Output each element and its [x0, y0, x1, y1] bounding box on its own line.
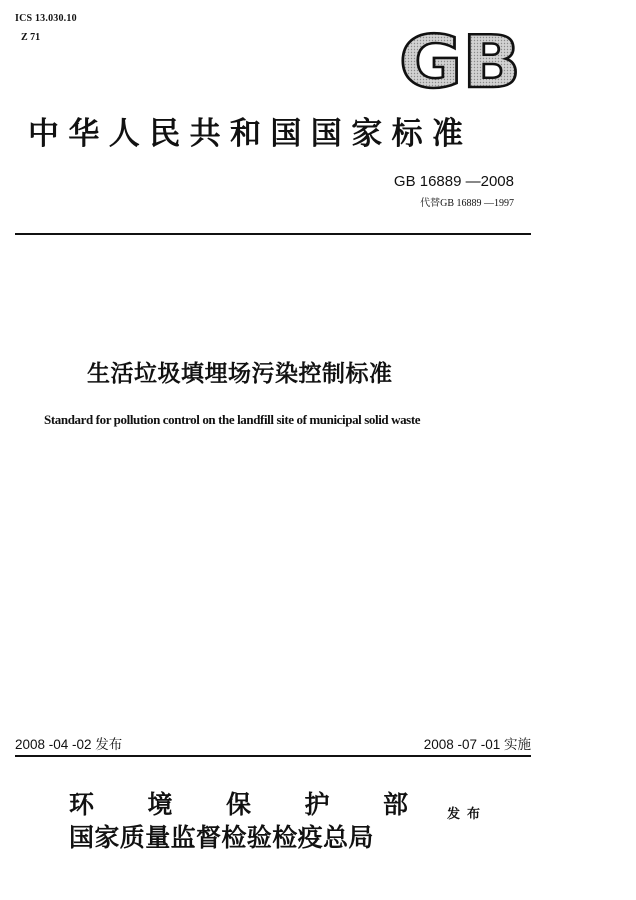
title-chinese: 生活垃圾填埋场污染控制标准 — [87, 361, 393, 387]
standard-type-name: 中华人民共和国国家标准 — [28, 116, 473, 152]
publish-label: 发布 — [447, 807, 488, 822]
gb-logo — [398, 30, 523, 92]
standard-code: GB 16889 —2008 — [393, 173, 514, 190]
ics-code: ICS 13.030.10 — [15, 13, 77, 24]
publisher-ministry: 环境保护部 — [69, 790, 462, 819]
bottom-divider — [15, 755, 531, 757]
issue-date: 2008 -04 -02 发布 — [15, 737, 123, 752]
publisher-aqsiq: 国家质量监督检验检疫总局 — [69, 823, 374, 852]
title-english: Standard for pollution control on the landfill site of municipal solid waste — [44, 412, 421, 427]
implementation-date: 2008 -07 -01 实施 — [423, 737, 531, 752]
classification-code: Z 71 — [21, 32, 41, 43]
top-divider — [15, 233, 531, 235]
replaces-standard: 代替GB 16889 —1997 — [420, 198, 514, 209]
gb-logo-text: GB — [399, 30, 521, 92]
